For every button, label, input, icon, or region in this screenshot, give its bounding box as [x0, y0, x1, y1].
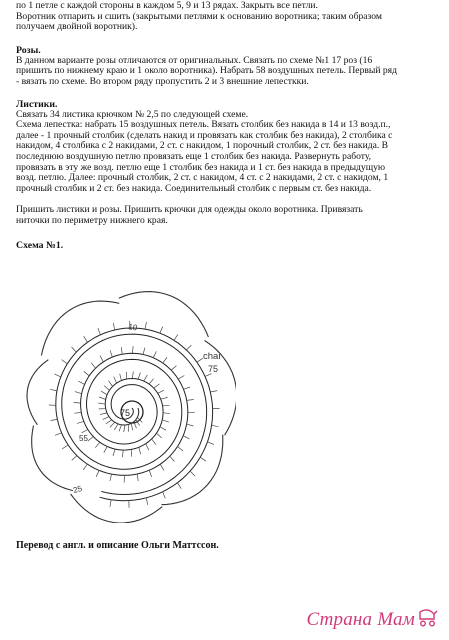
- diagram-label-chain: chai: [203, 351, 221, 362]
- stitch-mark: [110, 474, 112, 481]
- diagram-label-55: 55: [79, 434, 88, 443]
- stitch-mark: [113, 449, 115, 456]
- stitch-mark: [124, 425, 125, 432]
- petal-outline: [32, 426, 73, 491]
- rose-diagram-svg: [16, 283, 236, 523]
- stitch-mark: [84, 371, 89, 376]
- stitch-mark: [120, 374, 122, 381]
- text-line: Воротник отпарить и сшить (закрытыми петлями к основанию воротника; таким образом: [16, 10, 382, 22]
- stitch-mark: [137, 474, 138, 481]
- text-line: провязать в эту же возд. петлю еще 1 столбик без накида и 1 ст. без накида в предыдущую: [16, 161, 386, 173]
- stitch-mark: [160, 464, 164, 470]
- stitch-mark: [75, 392, 82, 394]
- diagram-label-75-outer: 75: [208, 364, 219, 374]
- leaves-section: [16, 99, 441, 195]
- stitch-mark: [184, 387, 191, 389]
- stitch-mark: [152, 439, 156, 445]
- stitch-mark: [98, 403, 105, 404]
- stitch-mark: [95, 442, 100, 448]
- stitch-mark: [170, 456, 175, 461]
- text-line: прочный столбик и 2 ст. без накида. Соединительный столбик с первым ст. без накида.: [16, 182, 372, 194]
- stitch-mark: [113, 323, 114, 330]
- stitch-mark: [114, 424, 118, 430]
- stitch-mark: [104, 446, 107, 452]
- stitch-mark: [160, 327, 163, 334]
- stitch-mark: [91, 363, 96, 369]
- stitch-mark: [131, 449, 132, 456]
- stitch-mark: [103, 417, 109, 420]
- spiral-row: [62, 334, 207, 494]
- text-line: Схема лепестка: набрать 15 воздушных петель. Вязать столбик без накида в 14 и 13 возд.п.,: [16, 119, 391, 131]
- stitch-mark: [50, 389, 57, 391]
- diagram-label-75-inner: 75: [120, 408, 131, 418]
- stitch-mark: [178, 376, 184, 380]
- stitch-mark: [131, 423, 133, 430]
- stitch-mark: [96, 470, 99, 476]
- stitch-mark: [162, 420, 169, 422]
- stitch-mark: [200, 457, 206, 461]
- text-line: далее - 1 прочный столбик (сделать накид и провязать как столбик без накида), 2 столбика с: [16, 129, 393, 141]
- logo-text: Страна Мам: [306, 609, 415, 630]
- stitch-mark: [183, 436, 189, 439]
- document-page: [16, 0, 441, 251]
- text-line: по 1 петле с каждой стороны в каждом 5, 9 и 13 рядах. Закрыть все петли.: [16, 0, 318, 11]
- stitch-mark: [100, 413, 107, 415]
- stitch-mark: [158, 390, 164, 393]
- stitch-mark: [77, 421, 84, 423]
- stitch-mark: [110, 350, 112, 357]
- stitch-mark: [163, 405, 170, 406]
- text-line: ниточки по периметру нижнего края.: [16, 214, 168, 226]
- intro-paragraph: [16, 0, 441, 33]
- stitch-mark: [83, 464, 87, 470]
- stitch-mark: [163, 357, 167, 363]
- stitch-mark: [163, 413, 170, 414]
- stitch-mark: [74, 413, 81, 414]
- stitch-mark: [62, 445, 68, 449]
- stitch-mark: [163, 492, 166, 499]
- stitch-mark: [82, 430, 88, 433]
- stitch-mark: [114, 377, 117, 384]
- crochet-rose-diagram: [16, 283, 236, 523]
- stitch-mark: [145, 322, 147, 329]
- stitch-mark: [149, 379, 154, 384]
- diagram-label-25: 25: [72, 483, 84, 495]
- stitch-mark: [208, 442, 214, 445]
- spiral-row: [56, 328, 213, 501]
- stitch-mark: [178, 447, 184, 451]
- pram-icon: [417, 608, 439, 633]
- stitch-mark: [186, 345, 191, 350]
- stitch-mark: [101, 391, 107, 395]
- stitch-mark: [119, 425, 122, 432]
- stitch-mark: [188, 412, 195, 413]
- stitch-mark: [153, 351, 156, 357]
- stitch-mark: [177, 483, 181, 489]
- site-logo[interactable]: [306, 608, 439, 632]
- section-heading: Листики.: [16, 98, 58, 110]
- text-line: Связать 34 листика крючком № 2,5 по следующей схеме.: [16, 108, 249, 120]
- stitch-mark: [187, 400, 194, 401]
- stitch-mark: [205, 374, 212, 377]
- stitch-mark: [146, 498, 148, 505]
- stitch-mark: [84, 336, 88, 342]
- assembly-paragraph: [16, 205, 441, 226]
- petal-outline: [27, 360, 48, 425]
- section-heading: Розы.: [16, 44, 41, 56]
- stitch-mark: [78, 381, 84, 384]
- stitch-mark: [212, 425, 219, 426]
- stitch-mark: [144, 375, 148, 381]
- petal-outline: [41, 301, 119, 355]
- stitch-mark: [110, 422, 115, 427]
- diagram-label-10: 10: [127, 322, 138, 333]
- stitch-mark: [74, 402, 81, 403]
- stitch-mark: [160, 427, 166, 431]
- stitch-mark: [109, 381, 113, 387]
- roses-section: [16, 45, 441, 88]
- stitch-mark: [55, 433, 62, 436]
- stitch-mark: [154, 384, 160, 388]
- stitch-mark: [190, 471, 195, 476]
- stitch-mark: [161, 397, 168, 399]
- stitch-mark: [171, 366, 176, 371]
- text-line: пришить по нижнему краю и 1 около воротника). Набрать 58 воздушных петель. Первый ряд: [16, 65, 397, 77]
- stitch-mark: [72, 456, 77, 461]
- scheme-heading: Схема №1.: [16, 239, 64, 251]
- stitch-mark: [187, 424, 194, 426]
- stitch-mark: [99, 397, 106, 400]
- text-line: получаем двойной воротник).: [16, 21, 138, 33]
- stitch-mark: [139, 447, 141, 454]
- text-line: Пришить листики и розы. Пришить крючки для одежды около воротника. Привязать: [16, 204, 363, 216]
- stitch-mark: [54, 374, 60, 377]
- stitch-mark: [88, 437, 94, 442]
- text-line: - вязать по схеме. Во втором ряду пропустить 2 и 3 внешние лепесткки.: [16, 75, 309, 87]
- stitch-mark: [62, 360, 68, 364]
- stitch-mark: [104, 386, 109, 391]
- petal-outline: [71, 494, 163, 523]
- translation-credit: Перевод с англ. и описание Ольги Маттссон.: [16, 540, 219, 551]
- stitch-mark: [210, 391, 217, 392]
- text-line: последнюю воздушную петлю провязать еще 1 столбик без накида. Развернуть работу,: [16, 150, 372, 162]
- stitch-mark: [106, 420, 112, 424]
- stitch-mark: [133, 346, 134, 353]
- text-line: накидом, 4 столбика с 2 накидами, 2 ст. с накидом, 1 порочный столбик, 2 ст. без накида. В: [16, 140, 389, 152]
- stitch-mark: [121, 347, 122, 354]
- stitch-mark: [51, 419, 58, 420]
- stitch-mark: [197, 358, 203, 362]
- stitch-mark: [146, 444, 149, 450]
- stitch-mark: [110, 500, 111, 507]
- stitch-mark: [157, 433, 162, 438]
- stitch-mark: [132, 372, 133, 379]
- stitch-mark: [174, 334, 178, 340]
- stitch-mark: [100, 356, 103, 362]
- stitch-mark: [149, 470, 151, 477]
- stitch-mark: [122, 450, 123, 457]
- stitch-mark: [143, 348, 145, 355]
- stitch-mark: [72, 347, 77, 352]
- stitch-mark: [138, 373, 140, 380]
- text-line: В данном варианте розы отличаются от оригинальных. Связать по схеме №1 17 роз (16: [16, 54, 373, 66]
- stitch-mark: [98, 328, 101, 335]
- text-line: возд. петлю. Далее: прочный столбик, 2 ст. с накидом, 4 ст. с 2 накидами, 2 ст. с накидом, 1: [16, 172, 389, 184]
